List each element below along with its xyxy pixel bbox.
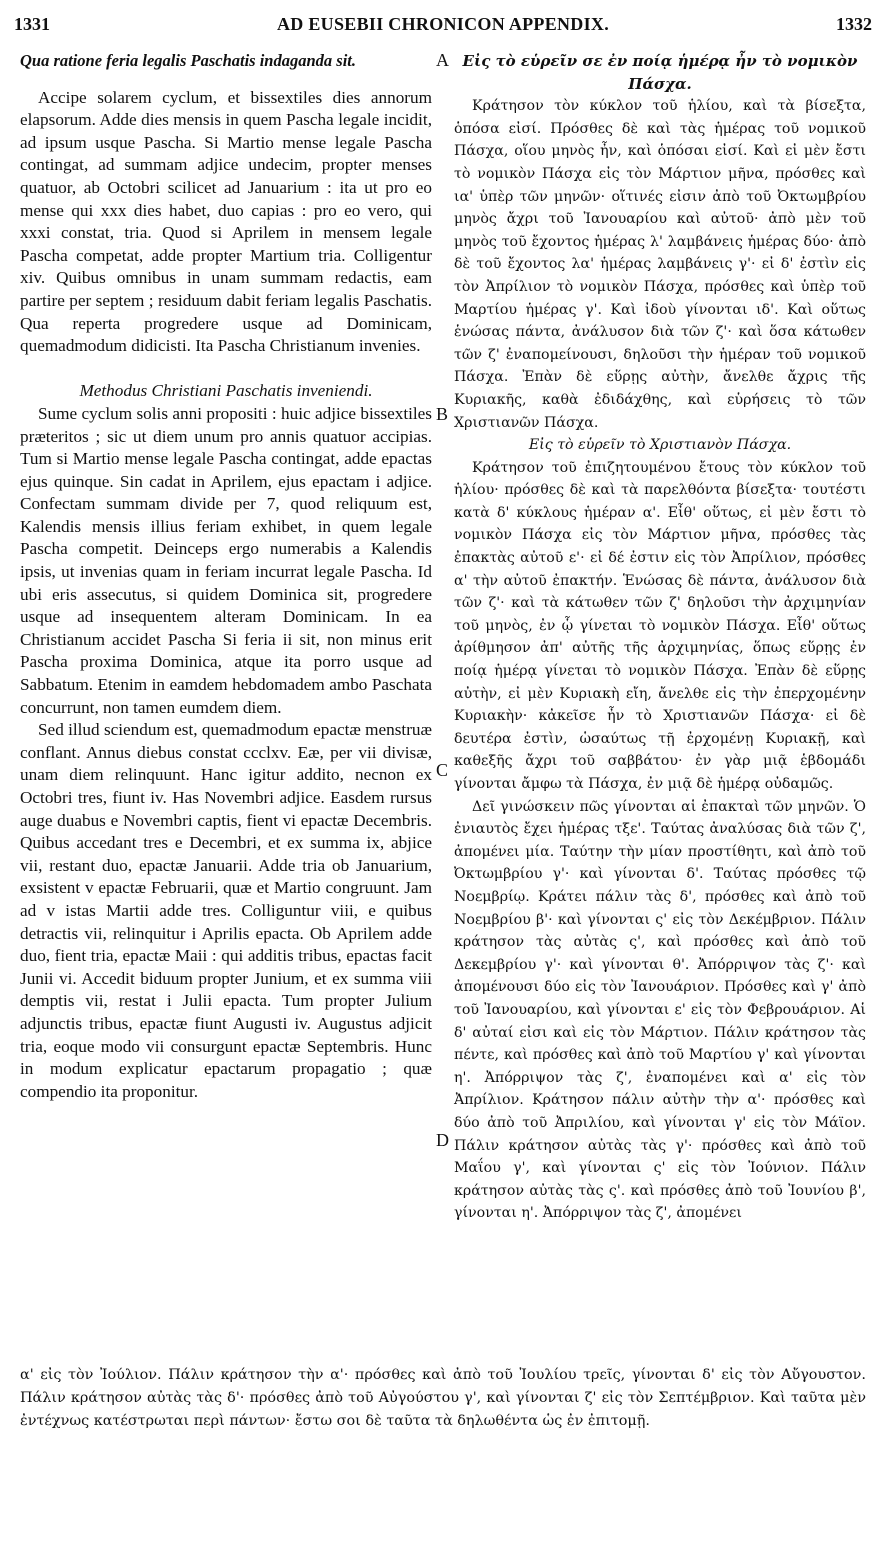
margin-marker-b: B — [436, 404, 449, 424]
greek-paragraph: Κράτησον τὸν κύκλον τοῦ ἡλίου, καὶ τὰ βίσεξτα, ὁπόσα εἰσί. Πρόσθες δὲ καὶ τὰς ἡμέρας τοῦ νομικοῦ Πάσχα, οἵου μηνὸς ἦν, καὶ ὁπόσαι εἰσί. Καὶ εἰ μὲν ἔστι τὸ νομικὸν Πάσχα εἰς τὸν Μάρτιον μῆνα, πρόσθες καὶ ια' ὑπὲρ τῶν μηνῶν· οἵτινές εἰσιν ἀπὸ τοῦ Ὀκτωμβρίου μηνὸς ἄχρι τοῦ Ἰανουαρίου καὶ αὐτοῦ· ἀπὸ μὲν τοῦ μηνὸς τοῦ ἔχοντος ἡμέρας λ' λαμβάνεις ἡμέρας δύο· ἀπὸ δὲ τοῦ ἔχοντος λα' ἡμέρας λαμβάνεις γ'· εἰ δ' ἐστὶν εἰς τὸν Ἀπρίλιον τὸ νομικὸν Πάσχα, πρόσθες καὶ ὑπὲρ τοῦ Μαρτίου ἡμέρας γ'. Καὶ ἰδοὺ γίνονται ιδ'. Καὶ οὕτως ἑνώσας πάντα, ἀνάλυσον διὰ τῶν ζ'· καὶ ὅσα κάτωθεν τῶν ζ' ἐναπομείνουσι, δηλοῦσι τὴν ἡμέραν τοῦ νομικοῦ Πάσχα. Ἐπὰν δὲ εὕρῃς αὐτὴν, ἄνελθε ἄχρις τῆς Κυριακῆς, καθὰ ἐδιδάχθης, καὶ εὑρήσεις τὸ τῶν Χριστιανῶν Πάσχα. — [454, 98, 866, 431]
greek-heading-christianon-pascha: Εἰς τὸ εὑρεῖν τὸ Χριστιανὸν Πάσχα. — [528, 437, 792, 454]
full-width-continuation — [20, 1364, 866, 1433]
latin-paragraph: Sume cyclum solis anni propositi : huic adjice bissextiles præteritos ; sic ut diem unum pro annis quatuor accipias. Tum si Martio mense legale Pascha contingat, adde epactas ejus quinque. Sin cadat in Aprilem, ejus epactam i adjice. Confectam summam divide per 7, quod reliquum est, Kalendis mensis illius feriam exhibet, in quem legale Pascha competit. Deinceps ergo numerabis a Kalendis ipsis, ut invenias quam in feriam incurrat legale Pascha. Id ubi eris assecutus, si quidem Dominica sit, progredere usque ad insequentem alteram Dominicam. In ea Christianum accidet Pascha Si feria ii sit, non minus erit Pascha proxima Dominica, atque ita porro usque ad Sabbatum. Etenim in eamdem hebdomadem ambo Paschata concurrunt, non tamen eumdem diem. — [20, 403, 432, 717]
latin-heading-feria-legalis: Qua ratione feria legalis Paschatis indaganda sit. — [20, 51, 356, 70]
greek-continuation-text: α' εἰς τὸν Ἰούλιον. Πάλιν κράτησον τὴν α'· πρόσθες καὶ ἀπὸ τοῦ Ἰουλίου τρεῖς, γίνονται δ' εἰς τὸν Αὔγουστον. Πάλιν κράτησον αὐτὰς τὰς δ'· πρόσθες ἀπὸ τοῦ Αὐγούστου γ', καὶ γίνονται ζ' εἰς τὸν Σεπτέμβριον. Καὶ ταῦτα μὲν ἐντέχνως κατέστρωται περὶ πάντων· ἔστω σοι δὲ ταῦτα τὰ δηλωθέντα ὡς ἐν ἐπιτομῇ. — [20, 1367, 866, 1429]
greek-paragraph: Δεῖ γινώσκειν πῶς γίνονται αἱ ἐπακταὶ τῶν μηνῶν. Ὁ ἐνιαυτὸς ἔχει ἡμέρας τξε'. Ταύτας ἀναλύσας διὰ τῶν ζ', ἀπομένει μία. Ταύτην τὴν μίαν προστίθητι, καὶ ἀπὸ τοῦ Ὀκτωμβρίου γ'· καὶ γίνονται δ'. Ταύτας πρόσθες τῷ Νοεμβρίῳ. Κράτει πάλιν τὰς δ', πρόσθες καὶ ἀπὸ τοῦ Νοεμβρίου β'· καὶ γίνονται ς' εἰς τὸν Δεκέμβριον. Πάλιν κράτησον τὰς αὐτὰς ς', καὶ πρόσθες καὶ ἀπὸ τοῦ Δεκεμβρίου γ'· καὶ γίνονται θ'. Ἀπόρριψον τὰς ζ'· καὶ ἀπομένουσι δύο εἰς τὸν Ἰανουάριον. Πρόσθες καὶ γ' ἀπὸ τοῦ Ἰανουαρίου, καὶ γίνονται ε' εἰς τὸν Φεβρουάριον. Αἱ δ' αὐταί εἰσι καὶ εἰς τὸν Μάρτιον. Πάλιν κράτησον τὰς πέντε, καὶ πρόσθες καὶ ἀπὸ τοῦ Μαρτίου γ' καὶ γίνονται η'. Ἀπόρριψον τὰς ζ', ἐναπομένει καὶ α' εἰς τὸν Ἀπρίλιον. Κράτησον πάλιν αὐτὴν τὴν α'· πρόσθες καὶ δύο ἀπὸ τοῦ Ἀπριλίου, καὶ γίνονται γ' εἰς τὸν Μάϊον. Πάλιν κράτησον αὐτὰς τὰς γ'· πρόσθες καὶ ἀπὸ τοῦ Μαΐου γ', καὶ γίνονται ς' εἰς τὸν Ἰούνιον. Πάλιν κράτησον αὐτὰς τὰς ς'. καὶ πρόσθες ἀπὸ τοῦ Ἰουνίου β', γίνονται η'. Ἀπόρριψον τὰς ζ', ἀπομένει — [454, 798, 866, 1222]
greek-heading-nomikon-pascha: Εἰς τὸ εὑρεῖν σε ἐν ποίᾳ ἡμέρᾳ ἦν τὸ νομικὸν Πάσχα. — [462, 52, 858, 93]
page-number-right: 1332 — [836, 14, 872, 34]
greek-column — [454, 50, 866, 1225]
running-title: AD EUSEBII CHRONICON APPENDIX. — [276, 14, 610, 34]
running-header — [14, 14, 872, 40]
margin-marker-c: C — [436, 760, 449, 780]
latin-paragraph: Sed illud sciendum est, quemadmodum epactæ menstruæ conflant. Annus diebus constat ccclxv. Eæ, per vii divisæ, unam diem relinquunt. Hanc igitur addito, necnon ex Octobri tres, fiunt iv. Has Novembri adjice. Easdem rursus auge duabus e Novembri captis, fient vi epactæ Decembris. Quibus accedant tres e Decembri, et ex summa ix, abjice vii, restant duo, epactæ Januarii. Adde tria ob Januarium, exsistent v epactæ Februarii, quæ et Martio congruunt. Jam ad v istas Martii adde tres. Colliguntur viii, e quibus detractis vii, relinquitur i Aprilis epacta. Ob Aprilem adde duo, fient tria, epactæ Maii : qui additis tribus, epactas facit Junii vi. Accedit biduum propter Junium, et ex summa viii demptis vii, restat i Julii epacta. Tum propter Julium adjunctis tribus, epactæ fiunt Augusti iv. Augustus adjicit tria, eoque modo vii consurgunt epactæ Septembris. Hunc in modum explicatur epactarum propagatio ; quæ compendio ita proponitur. — [20, 720, 432, 1101]
latin-column — [20, 50, 432, 1103]
latin-heading-methodus: Methodus Christiani Paschatis inveniendi. — [79, 381, 373, 401]
latin-paragraph: Accipe solarem cyclum, et bissextiles dies annorum elapsorum. Adde dies mensis in quem Pascha legale incidit, ad ipsum usque Pascha. Si Martio mense legale Pascha contingat, ad summam adjice undecim, propter menses quatuor, ab Octobri scilicet ad Januarium : ita ut pro eo mense qui xxx dies habet, duo capias : pro eo vero, qui xxxi constat, tria. Quod si Aprilem in mensem legale Pascha competat, adde propter Martium tria. Colligentur xiv. Quibus omnibus in unam summam redactis, eam partire per septem ; residuum dabit feriam legalis Paschatis. Qua reperta progredere usque ad Dominicam, quemadmodum didicisti. Ita Pascha Christianum invenies. — [20, 87, 432, 356]
margin-marker-a: A — [436, 50, 449, 70]
page-number-left: 1331 — [14, 14, 50, 34]
margin-marker-d: D — [436, 1130, 449, 1150]
greek-paragraph: Κράτησον τοῦ ἐπιζητουμένου ἔτους τὸν κύκλον τοῦ ἡλίου· πρόσθες δὲ καὶ τὰ παρελθόντα βίσεξτα· τουτέστι κατὰ δ' κύκλους ἡμέραν α'. Εἶθ' οὕτως, εἰ μὲν ἔστι τὸ νομικὸν Πάσχα εἰς τὸν Μάρτιον μῆνα, πρόσθες τὰς ἐπακτὰς αὐτοῦ ε'· εἰ δέ ἐστιν εἰς τὸν Ἀπρίλιον, πρόσθες α' τὴν αὐτοῦ ἐπακτήν. Ἑνώσας δὲ πάντα, ἀνάλυσον διὰ τῶν ζ'· καὶ τὰ κάτωθεν τῶν ζ' δηλοῦσι τὴν ἀρχιμηνίαν τοῦ μηνὸς, ἐν ᾧ γίνεται τὸ νομικὸν Πάσχα. Εἶθ' οὕτως ἀρίθμησον ἀπ' αὐτῆς τῆς ἀρχιμηνίας, ὅπως εὕρῃς ἐν ποίᾳ ἡμέρᾳ γίνεται τὸ νομικὸν Πάσχα. Ἐπὰν δὲ εὕρῃς αὐτὴν, εἰ μὲν Κυριακὴ εἴη, ἄνελθε εἰς τὴν ἐπερχομένην Κυριακὴν· κἀκεῖσε ἦν τὸ Χριστιανῶν Πάσχα· εἰ δὲ δευτέρα ἐστὶν, ὡσαύτως τῇ ἐρχομένῃ Κυριακῇ, καὶ καθεξῆς ἄχρι τοῦ σαββάτου· ἐν γὰρ μιᾷ ἑβδομάδι γίνονται ἄμφω τὰ Πάσχα, ἐν μιᾷ δὲ ἡμέρᾳ οὐδαμῶς. — [454, 459, 866, 792]
